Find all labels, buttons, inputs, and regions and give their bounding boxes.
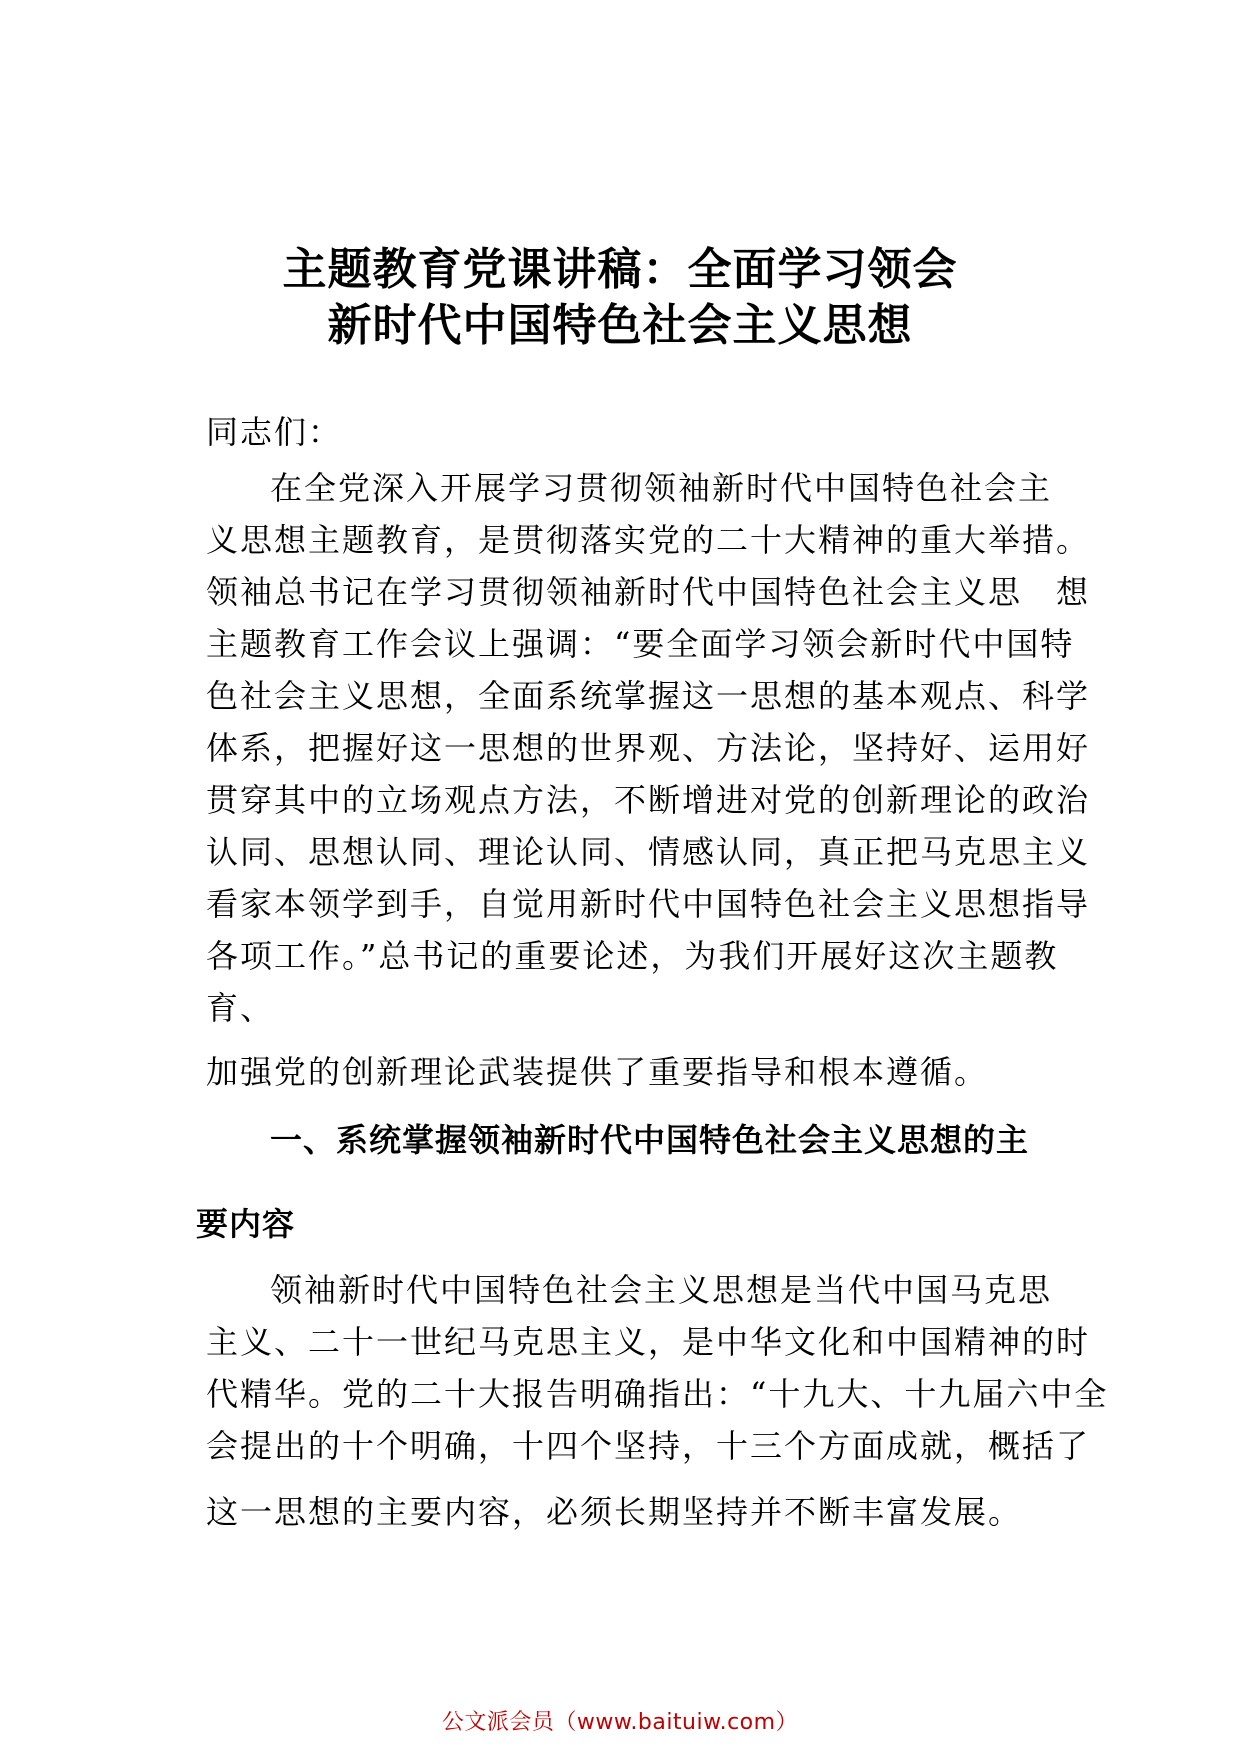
paragraph-1-line: 义思想主题教育，是贯彻落实党的二十大精神的重大举措。: [206, 521, 1091, 559]
paragraph-1-line: 贯穿其中的立场观点方法，不断增进对党的创新理论的政治: [206, 781, 1091, 819]
paragraph-1-line: 主题教育工作会议上强调：“要全面学习领会新时代中国特: [206, 625, 1075, 663]
paragraph-2-line: 这一思想的主要内容，必须长期坚持并不断丰富发展。: [206, 1493, 1023, 1531]
document-title-line-1: 主题教育党课讲稿：全面学习领会: [282, 244, 958, 295]
document-title-line-2: 新时代中国特色社会主义思想: [327, 300, 913, 351]
salutation: 同志们：: [206, 413, 343, 451]
paragraph-2-line: 会提出的十个明确，十四个坚持，十三个方面成就，概括了: [206, 1427, 1091, 1465]
paragraph-2-line: 代精华。党的二十大报告明确指出：“十九大、十九届六中全: [206, 1375, 1109, 1413]
paragraph-1-line: 认同、思想认同、理论认同、情感认同，真正把马克思主义: [206, 833, 1091, 871]
paragraph-1-line: 色社会主义思想，全面系统掌握这一思想的基本观点、科学: [206, 677, 1091, 715]
paragraph-1-line: 各项工作。”总书记的重要论述，为我们开展好这次主题教: [206, 937, 1059, 975]
paragraph-1-line: 看家本领学到手，自觉用新时代中国特色社会主义思想指导: [206, 885, 1091, 923]
paragraph-1-line: 领袖总书记在学习贯彻领袖新时代中国特色社会主义思 想: [206, 573, 1091, 611]
paragraph-2-line: 主义、二十一世纪马克思主义，是中华文化和中国精神的时: [206, 1323, 1091, 1361]
section-heading-line-2: 要内容: [196, 1205, 296, 1243]
paragraph-1-line: 在全党深入开展学习贯彻领袖新时代中国特色社会主: [270, 469, 1053, 507]
paragraph-1-line: 加强党的创新理论武装提供了重要指导和根本遵循。: [206, 1053, 989, 1091]
paragraph-1-line: 体系，把握好这一思想的世界观、方法论，坚持好、运用好: [206, 729, 1091, 767]
paragraph-2-line: 领袖新时代中国特色社会主义思想是当代中国马克思: [270, 1271, 1053, 1309]
paragraph-1-line: 育、: [206, 989, 275, 1027]
footer-watermark: 公文派会员（www.baituiw.com）: [441, 1710, 799, 1735]
section-heading-line-1: 一、系统掌握领袖新时代中国特色社会主义思想的主: [270, 1121, 1030, 1159]
